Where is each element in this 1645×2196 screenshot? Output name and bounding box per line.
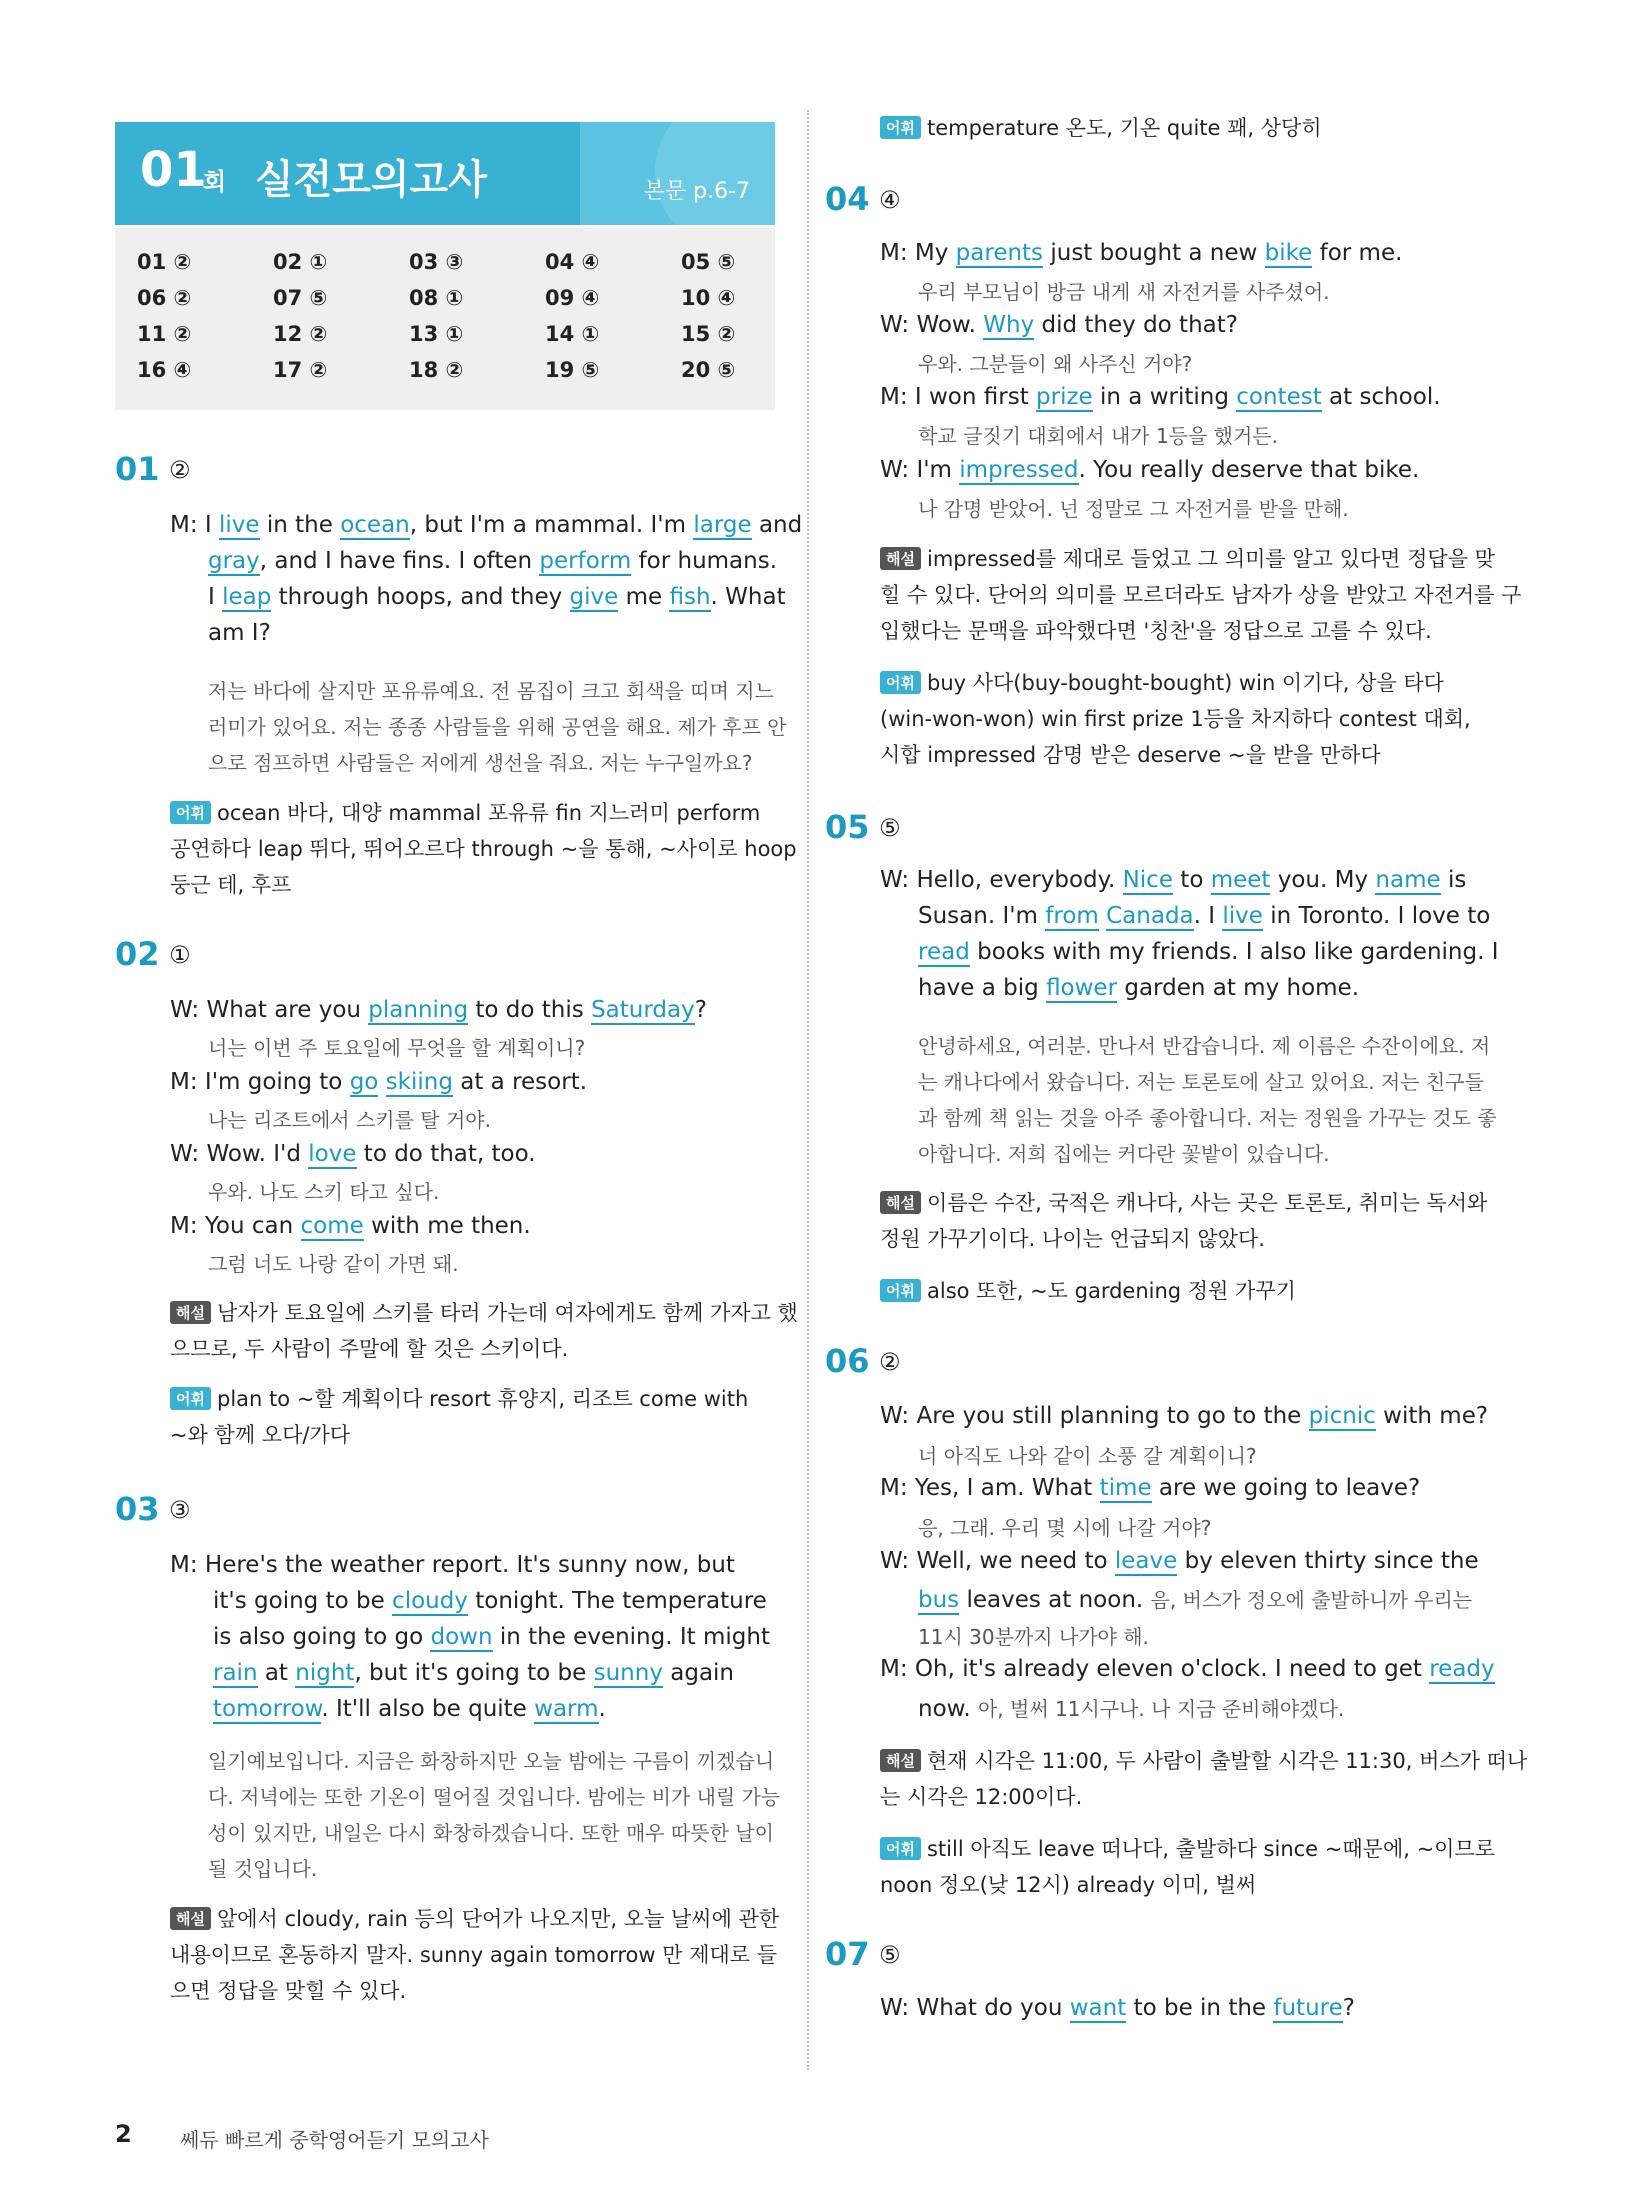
explanation-note: 해설 impressed를 제대로 들었고 그 의미를 알고 있다면 정답을 맞 <box>880 543 1495 573</box>
dialogue-text: W: Well, we need to <box>880 1548 1115 1574</box>
dialogue-line <box>880 1656 1495 1682</box>
dialogue-text <box>378 1069 385 1095</box>
translation-line: 될 것입니다. <box>208 1857 318 1881</box>
dialogue-line <box>170 1213 531 1239</box>
dialogue-line <box>170 997 707 1023</box>
dialogue-text: at a resort. <box>452 1069 588 1095</box>
dialogue-line <box>918 903 1490 929</box>
dialogue-text: again <box>662 1660 735 1686</box>
dialogue-text: in the evening. It might <box>492 1624 770 1650</box>
dialogue-text: tonight. The temperature <box>467 1588 767 1614</box>
answer-key-cell: 12 ② <box>273 322 328 346</box>
dialogue-text: M: I'm going to <box>170 1069 350 1095</box>
answer-key-cell: 18 ② <box>409 358 464 382</box>
answer-key-cell: 16 ④ <box>137 358 192 382</box>
dialogue-line <box>213 1660 734 1686</box>
dictation-blank: prize <box>1036 384 1093 410</box>
question-number: 06 <box>825 1342 870 1380</box>
vocab-note: noon 정오(낮 12시) already 이미, 벌써 <box>880 1873 1257 1897</box>
question-number: 02 <box>115 935 160 973</box>
answer-key-cell: 14 ① <box>545 322 600 346</box>
explanation-note: 으므로, 두 사람이 주말에 할 것은 스키이다. <box>170 1337 569 1361</box>
dictation-blank: live <box>1222 903 1263 929</box>
translation-line: 나 감명 받았어. 넌 정말로 그 자전거를 받을 만해. <box>918 497 1349 521</box>
dictation-blank: ready <box>1429 1656 1495 1682</box>
dialogue-text: is <box>1440 867 1467 893</box>
vocab-tag: 어휘 <box>880 1279 921 1302</box>
dialogue-text: me <box>618 584 670 610</box>
answer-key-cell: 09 ④ <box>545 286 600 310</box>
dictation-blank: come <box>300 1213 364 1239</box>
dialogue-text: M: Yes, I am. What <box>880 1475 1100 1501</box>
vocab-note: 어휘 also 또한, ~도 gardening 정원 가꾸기 <box>880 1275 1296 1305</box>
vocab-note: 어휘 still 아직도 leave 떠나다, 출발하다 since ~때문에, ~이므로 <box>880 1833 1495 1863</box>
dialogue-text: have a big <box>918 975 1047 1001</box>
dictation-blank: flower <box>1046 975 1118 1001</box>
dialogue-line <box>880 457 1419 483</box>
question-number: 04 <box>825 180 870 218</box>
test-number-suffix: 회 <box>203 168 227 196</box>
vocab-note: 시합 impressed 감명 받은 deserve ~을 받을 만하다 <box>880 743 1381 767</box>
dialogue-text: W: Wow. <box>880 312 984 338</box>
translation-line: 나는 리조트에서 스키를 탈 거야. <box>208 1108 491 1132</box>
dictation-blank: night <box>295 1660 355 1686</box>
dialogue-line <box>880 1995 1355 2021</box>
dialogue-text: by eleven thirty since the <box>1177 1548 1479 1574</box>
translation-line: 일기예보입니다. 지금은 화창하지만 오늘 밤에는 구름이 끼겠습니 <box>208 1749 775 1773</box>
dialogue-text: , and I have fins. I often <box>259 548 540 574</box>
dictation-blank: cloudy <box>392 1588 468 1614</box>
dialogue-text: M: My <box>880 240 956 266</box>
question-number: 05 <box>825 808 870 846</box>
translation-line: 응, 그래. 우리 몇 시에 나갈 거야? <box>918 1516 1212 1540</box>
dialogue-text: and <box>751 512 803 538</box>
vocab-note: 어휘 plan to ~할 계획이다 resort 휴양지, 리조트 come with <box>170 1383 748 1413</box>
vocab-note: 둥근 테, 후프 <box>170 873 292 897</box>
translation-line: 11시 30분까지 나가야 해. <box>918 1625 1149 1649</box>
dialogue-text: W: What do you <box>880 1995 1070 2021</box>
dialogue-text: with me then. <box>363 1213 531 1239</box>
answer-key <box>115 228 775 410</box>
test-number: 01 <box>140 142 207 198</box>
dialogue-line <box>213 1588 767 1614</box>
explanation-note: 정원 가꾸기이다. 나이는 언급되지 않았다. <box>880 1227 1265 1251</box>
answer-key-cell: 15 ② <box>681 322 736 346</box>
answer-key-cell: 05 ⑤ <box>681 250 736 274</box>
dialogue-line <box>170 1552 735 1578</box>
dialogue-text: at school. <box>1321 384 1441 410</box>
dialogue-line <box>880 1403 1488 1429</box>
dialogue-line <box>208 548 777 574</box>
vocab-note: 어휘 temperature 온도, 기온 quite 꽤, 상당히 <box>880 112 1322 142</box>
dialogue-text: I <box>208 584 223 610</box>
dictation-blank: bus <box>918 1587 960 1613</box>
dictation-blank: live <box>219 512 260 538</box>
dialogue-text: for humans. <box>631 548 778 574</box>
answer-key-cell: 06 ② <box>137 286 192 310</box>
dialogue-text: W: Hello, everybody. <box>880 867 1123 893</box>
dictation-blank: from <box>1045 903 1099 929</box>
dialogue-text: it's going to be <box>213 1588 393 1614</box>
dialogue-line <box>213 1696 606 1722</box>
explanation-note: 해설 현재 시각은 11:00, 두 사람이 출발할 시각은 11:30, 버스가 떠나 <box>880 1745 1527 1775</box>
translation-line: 너 아직도 나와 같이 소풍 갈 계획이니? <box>918 1444 1257 1468</box>
dictation-blank: impressed <box>959 457 1079 483</box>
dialogue-text: are we going to leave? <box>1151 1475 1421 1501</box>
translation-line: 과 함께 책 읽는 것을 아주 좋아합니다. 저는 정원을 가꾸는 것도 좋 <box>918 1106 1497 1130</box>
page-number: 2 <box>115 2120 132 2148</box>
explanation-note: 힐 수 있다. 단어의 의미를 모르더라도 남자가 상을 받았고 자전거를 구 <box>880 583 1522 607</box>
dictation-blank: want <box>1069 1995 1127 2021</box>
vocab-tag: 어휘 <box>880 671 921 694</box>
question-number: 03 <box>115 1490 160 1528</box>
dialogue-line <box>213 1624 770 1650</box>
dialogue-text: in a writing <box>1092 384 1237 410</box>
dialogue-text: is also going to go <box>213 1624 431 1650</box>
vocab-note: (win-won-won) win first prize 1등을 차지하다 contest 대회, <box>880 707 1471 731</box>
dialogue-line <box>208 620 271 646</box>
dictation-blank: warm <box>534 1696 599 1722</box>
dictation-blank: Nice <box>1122 867 1173 893</box>
question-answer: ⑤ <box>879 814 901 842</box>
translation-line: 그럼 너도 나랑 같이 가면 돼. <box>208 1252 459 1276</box>
explanation-note: 해설 남자가 토요일에 스키를 타러 가는데 여자에게도 함께 가자고 했 <box>170 1297 798 1327</box>
section-header <box>115 122 775 225</box>
dictation-blank: Saturday <box>591 997 695 1023</box>
translation-line: 너는 이번 주 토요일에 무엇을 할 계획이니? <box>208 1036 586 1060</box>
dialogue-text: ? <box>694 997 707 1023</box>
dialogue-text: . What <box>710 584 786 610</box>
dictation-blank: go <box>349 1069 379 1095</box>
dialogue-text: you. My <box>1270 867 1376 893</box>
dialogue-text: in Toronto. I love to <box>1262 903 1491 929</box>
dialogue-text: to do that, too. <box>356 1141 536 1167</box>
dictation-blank: skiing <box>385 1069 453 1095</box>
dialogue-text: am I? <box>208 620 271 646</box>
translation-line: 저는 바다에 살지만 포유류예요. 전 몸집이 크고 회색을 띠며 지느 <box>208 679 774 703</box>
explanation-tag: 해설 <box>880 1749 921 1772</box>
dialogue-text: to be in the <box>1126 1995 1274 2021</box>
vocab-note: 어휘 ocean 바다, 대양 mammal 포유류 fin 지느러미 perform <box>170 797 760 827</box>
dictation-blank: read <box>918 939 970 965</box>
translation-line: 아합니다. 저희 집에는 커다란 꽃밭이 있습니다. <box>918 1142 1330 1166</box>
vocab-note: 어휘 buy 사다(buy-bought-bought) win 이기다, 상을 타다 <box>880 667 1444 697</box>
dictation-blank: down <box>430 1624 493 1650</box>
dictation-blank: rain <box>213 1660 258 1686</box>
dialogue-line <box>170 1069 587 1095</box>
answer-key-cell: 03 ③ <box>409 250 464 274</box>
dictation-blank: bike <box>1264 240 1313 266</box>
dialogue-text: M: Oh, it's already eleven o'clock. I need to get <box>880 1656 1430 1682</box>
explanation-note: 해설 이름은 수잔, 국적은 캐나다, 사는 곳은 토론토, 취미는 독서와 <box>880 1187 1487 1217</box>
dialogue-text: with me? <box>1375 1403 1489 1429</box>
translation-line: 다. 저녁에는 또한 기온이 떨어질 것입니다. 밤에는 비가 내릴 가능 <box>208 1785 781 1809</box>
dialogue-text: W: Are you still planning to go to the <box>880 1403 1309 1429</box>
section-title: 실전모의고사 <box>255 157 487 203</box>
dialogue-text: through hoops, and they <box>271 584 570 610</box>
dictation-blank: perform <box>539 548 632 574</box>
translation-line: 우와. 나도 스키 타고 싶다. <box>208 1180 440 1204</box>
explanation-tag: 해설 <box>880 547 921 570</box>
dialogue-text: W: What are you <box>170 997 369 1023</box>
vocab-note: 공연하다 leap 뛰다, 뛰어오르다 through ~을 통해, ~사이로 hoop <box>170 837 797 861</box>
dictation-blank: Why <box>983 312 1035 338</box>
dictation-blank: Canada <box>1106 903 1194 929</box>
dictation-blank: fish <box>669 584 711 610</box>
dictation-blank: leave <box>1114 1548 1178 1574</box>
dictation-blank: picnic <box>1308 1403 1376 1429</box>
column-divider <box>807 110 809 2070</box>
translation-line: 성이 있지만, 내일은 다시 화창하겠습니다. 또한 매우 따뜻한 날이 <box>208 1821 774 1845</box>
dialogue-text: ? <box>1342 1995 1355 2021</box>
explanation-tag: 해설 <box>170 1301 211 1324</box>
answer-key-cell: 08 ① <box>409 286 464 310</box>
dialogue-line <box>880 1475 1420 1501</box>
dialogue-text: garden at my home. <box>1117 975 1360 1001</box>
explanation-note: 으면 정답을 맞힐 수 있다. <box>170 1979 407 2003</box>
dialogue-text: M: I <box>170 512 219 538</box>
dialogue-line <box>918 1584 1472 1613</box>
question-number: 07 <box>825 1935 870 1973</box>
translation-inline: 아, 벌써 11시구나. 나 지금 준비해야겠다. <box>977 1697 1345 1721</box>
question-answer: ④ <box>879 186 901 214</box>
dictation-blank: contest <box>1236 384 1322 410</box>
question-answer: ⑤ <box>879 1941 901 1969</box>
dialogue-text: M: I won first <box>880 384 1037 410</box>
dialogue-text: in the <box>259 512 341 538</box>
dictation-blank: parents <box>955 240 1044 266</box>
dialogue-line <box>170 1141 536 1167</box>
answer-key-cell: 11 ② <box>137 322 192 346</box>
dictation-blank: leap <box>222 584 272 610</box>
dialogue-text: . You really deserve that bike. <box>1078 457 1420 483</box>
dialogue-line <box>880 867 1466 893</box>
translation-line: 으로 점프하면 사람들은 저에게 생선을 줘요. 저는 누구일까요? <box>208 751 753 775</box>
vocab-note: ~와 함께 오다/가다 <box>170 1423 351 1447</box>
dialogue-text: to do this <box>468 997 592 1023</box>
answer-key-cell: 13 ① <box>409 322 464 346</box>
dictation-blank: name <box>1375 867 1441 893</box>
translation-line: 러미가 있어요. 저는 종종 사람들을 위해 공연을 해요. 제가 후프 안 <box>208 715 787 739</box>
question-number: 01 <box>115 450 160 488</box>
translation-line: 우와. 그분들이 왜 사주신 거야? <box>918 352 1193 376</box>
dialogue-line <box>918 975 1359 1001</box>
dialogue-line <box>208 584 786 610</box>
answer-key-cell: 02 ① <box>273 250 328 274</box>
answer-key-cell: 10 ④ <box>681 286 736 310</box>
dialogue-text: leaves at noon. <box>959 1587 1151 1613</box>
dialogue-line <box>170 512 802 538</box>
answer-key-cell: 01 ② <box>137 250 192 274</box>
dialogue-text: W: Wow. I'd <box>170 1141 309 1167</box>
dialogue-text: M: You can <box>170 1213 301 1239</box>
explanation-tag: 해설 <box>170 1907 211 1930</box>
answer-key-cell: 04 ④ <box>545 250 600 274</box>
dialogue-text: M: Here's the weather report. It's sunny now, but <box>170 1552 735 1578</box>
dialogue-line <box>880 312 1238 338</box>
dictation-blank: large <box>693 512 752 538</box>
translation-inline: 음, 버스가 정오에 출발하니까 우리는 <box>1150 1588 1473 1612</box>
explanation-tag: 해설 <box>880 1191 921 1214</box>
dialogue-text: , but it's going to be <box>354 1660 594 1686</box>
dialogue-text: . I <box>1193 903 1223 929</box>
dialogue-text: . <box>598 1696 606 1722</box>
translation-line: 안녕하세요, 여러분. 만나서 반갑습니다. 제 이름은 수잔이에요. 저 <box>918 1034 1491 1058</box>
dialogue-text: Susan. I'm <box>918 903 1046 929</box>
dialogue-text: for me. <box>1312 240 1403 266</box>
dialogue-text: at <box>257 1660 296 1686</box>
answer-key-cell: 07 ⑤ <box>273 286 328 310</box>
dialogue-line <box>880 1548 1479 1574</box>
dialogue-line <box>918 939 1499 965</box>
question-answer: ③ <box>169 1496 191 1524</box>
answer-key-cell: 17 ② <box>273 358 328 382</box>
explanation-note: 입했다는 문맥을 파악했다면 '칭찬'을 정답으로 고를 수 있다. <box>880 619 1432 643</box>
vocab-tag: 어휘 <box>880 116 921 139</box>
translation-line: 학교 글짓기 대회에서 내가 1등을 했거든. <box>918 424 1278 448</box>
footer-title: 쎄듀 빠르게 중학영어듣기 모의고사 <box>180 2128 489 2152</box>
dictation-blank: ocean <box>340 512 410 538</box>
question-answer: ② <box>879 1348 901 1376</box>
dialogue-text: books with my friends. I also like gardening. I <box>969 939 1499 965</box>
vocab-tag: 어휘 <box>880 1837 921 1860</box>
dialogue-line <box>880 240 1402 266</box>
dialogue-text: , but I'm a mammal. I'm <box>409 512 694 538</box>
dictation-blank: meet <box>1210 867 1271 893</box>
question-answer: ① <box>169 941 191 969</box>
dictation-blank: gray <box>208 548 260 574</box>
answer-key-cell: 19 ⑤ <box>545 358 600 382</box>
dictation-blank: time <box>1099 1475 1152 1501</box>
vocab-tag: 어휘 <box>170 801 211 824</box>
page-reference: 본문 p.6-7 <box>643 179 750 204</box>
explanation-note: 내용이므로 혼동하지 말자. sunny again tomorrow 만 제대로 들 <box>170 1943 778 1967</box>
translation-line: 는 캐나다에서 왔습니다. 저는 토론토에 살고 있어요. 저는 친구들 <box>918 1070 1484 1094</box>
dialogue-text: just bought a new <box>1043 240 1265 266</box>
dictation-blank: sunny <box>593 1660 663 1686</box>
dialogue-text: to <box>1172 867 1211 893</box>
dialogue-text: . It'll also be quite <box>321 1696 535 1722</box>
dictation-blank: planning <box>368 997 469 1023</box>
dialogue-text: did they do that? <box>1034 312 1238 338</box>
dictation-blank: give <box>569 584 619 610</box>
question-answer: ② <box>169 456 191 484</box>
dictation-blank: love <box>308 1141 357 1167</box>
dictation-blank: future <box>1273 1995 1343 2021</box>
dialogue-line <box>880 384 1441 410</box>
explanation-note: 는 시각은 12:00이다. <box>880 1785 1083 1809</box>
answer-key-cell: 20 ⑤ <box>681 358 736 382</box>
dialogue-text: W: I'm <box>880 457 960 483</box>
dialogue-line: now. 아, 벌써 11시구나. 나 지금 준비해야겠다. <box>918 1696 1345 1722</box>
explanation-note: 해설 앞에서 cloudy, rain 등의 단어가 나오지만, 오늘 날씨에 관한 <box>170 1903 779 1933</box>
translation-line: 우리 부모님이 방금 내게 새 자전거를 사주셨어. <box>918 280 1330 304</box>
dictation-blank: tomorrow <box>213 1696 322 1722</box>
vocab-tag: 어휘 <box>170 1387 211 1410</box>
